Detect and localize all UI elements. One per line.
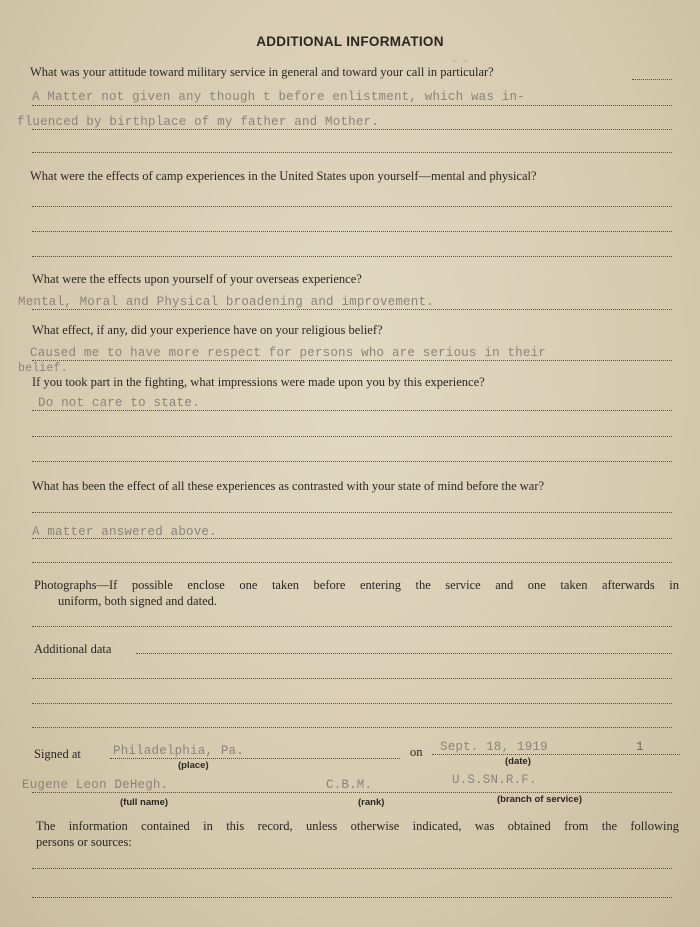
additional-data-label: Additional data [34,642,112,656]
on-label: on [410,745,423,759]
signed-place-value[interactable]: Philadelphia, Pa. [113,744,244,758]
answer-line [32,256,672,257]
place-caption: (place) [178,760,209,771]
answer-line [32,410,672,411]
answer-line [32,727,672,728]
answer-line [32,538,672,539]
answer-line [32,436,672,437]
answer-line [32,868,672,869]
answer-line [32,678,672,679]
answer-line [32,152,672,153]
answer-line [32,231,672,232]
answer-line [32,562,672,563]
answer-religious-line2[interactable]: belief. [18,362,68,375]
answer-line [32,626,672,627]
answer-line [32,129,672,130]
answer-state-of-mind[interactable]: A matter answered above. [32,525,217,539]
answer-attitude-line2[interactable]: fluenced by birthplace of my father and Mother. [17,115,379,129]
signed-at-label: Signed at [34,747,81,761]
full-name-caption: (full name) [120,797,169,808]
question-overseas-experience: What were the effects upon yourself of your overseas experience? [32,272,362,286]
answer-line [432,754,680,755]
answer-line [632,79,672,80]
photographs-instruction-line1: Photographs—If possible enclose one taken before entering the service and one taken afterwards in [34,578,679,592]
stray-mark: ~ ~ [452,57,469,67]
answer-line [32,461,672,462]
question-religious-belief: What effect, if any, did your experience have on your religious belief? [32,323,383,337]
answer-line [32,703,672,704]
page-title: ADDITIONAL INFORMATION [256,34,444,49]
branch-value[interactable]: U.S.SN.R.F. [452,773,537,787]
answer-line [32,309,672,310]
answer-line [32,897,672,898]
answer-line [32,105,672,106]
answer-fighting[interactable]: Do not care to state. [38,396,200,410]
answer-line [110,758,400,759]
answer-line [32,792,672,793]
answer-line [136,653,672,654]
answer-overseas[interactable]: Mental, Moral and Physical broadening and improvement. [18,295,434,309]
rank-caption: (rank) [358,797,385,808]
page-mark: 1 [636,740,644,754]
signed-date-value[interactable]: Sept. 18, 1919 [440,740,548,754]
date-caption: (date) [505,756,531,767]
photographs-instruction-line2: uniform, both signed and dated. [58,594,217,608]
question-state-of-mind: What has been the effect of all these experiences as contrasted with your state of mind before the war? [32,479,545,493]
answer-attitude-line1[interactable]: A Matter not given any though t before enlistment, which was in- [32,90,525,104]
answer-religious-line1[interactable]: Caused me to have more respect for persons who are serious in their [30,346,546,360]
branch-caption: (branch of service) [497,794,582,805]
question-camp-experience: What were the effects of camp experiences in the United States upon yourself—mental and physical? [30,169,537,183]
answer-line [32,206,672,207]
question-attitude: What was your attitude toward military service in general and toward your call in particular? [30,65,494,79]
full-name-value[interactable]: Eugene Leon DeHegh. [22,778,169,792]
rank-value[interactable]: C.B.M. [326,778,373,792]
sources-instruction-line1: The information contained in this record, unless otherwise indicated, was obtained from the following [36,819,679,833]
answer-line [32,360,672,361]
answer-line [32,512,672,513]
sources-instruction-line2: persons or sources: [36,835,132,849]
question-fighting: If you took part in the fighting, what impressions were made upon you by this experience? [32,375,485,389]
